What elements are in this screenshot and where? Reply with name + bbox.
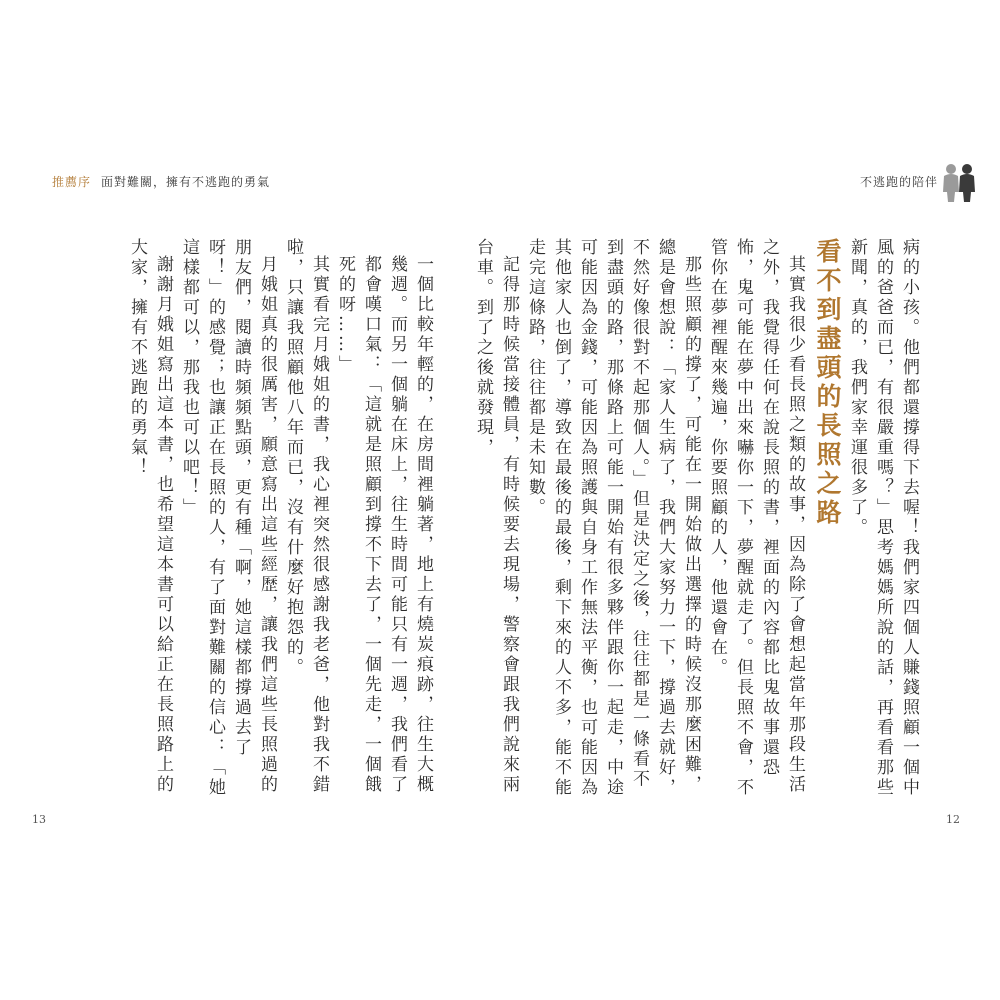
two-people-logo-icon	[938, 162, 980, 202]
right-page	[473, 0, 1000, 1000]
paragraph: 記得那時候當接體員，有時候要去現場，警察會跟我們說來兩台車。到了之後就發現，	[473, 238, 519, 795]
running-head-title: 面對難關，擁有不逃跑的勇氣	[101, 175, 271, 189]
paragraph: 謝謝月娥姐寫出這本書，也希望這本書可以給正在長照路上的大家，擁有不逃跑的勇氣！	[127, 238, 173, 795]
paragraph: 那些照顧的撐了，可能在一開始做出選擇的時候沒那麼困難，總是會想說：「家人生病了，我們大家努力一下，撐過去就好，不然好像很對不起那個人。」但是決定之後，往往都是一條看不到盡頭的路，那條路上可能一開始有很多夥伴跟你一起走，中途可能因為金錢，可能因為照護與自身工作無法平衡，也可能因為其他家人也倒了，導致在最後的最後，剩下來的人不多，能不能走完這條路，往往都是未知數。	[525, 238, 701, 798]
running-head-right: 不逃跑的陪伴	[859, 175, 938, 189]
running-head-left	[52, 173, 270, 190]
running-head-section: 推薦序	[52, 175, 92, 189]
paragraph: 一個比較年輕的，在房間裡躺著，地上有燒炭痕跡，往生大概幾週。而另一個躺在床上，往生時間可能只有一週，我們看了都會嘆口氣：「這就是照顧到撐不下去了，一個先走，一個餓死的呀……」	[335, 255, 433, 795]
page-number: 12	[946, 813, 960, 826]
page-number: 13	[32, 813, 46, 826]
paragraph: 其實看完月娥姐的書，我心裡突然很感謝我老爸，他對我不錯啦，只讓我照顧他八年而已，沒有什麼好抱怨的。	[283, 238, 329, 795]
left-text-block	[26, 238, 436, 798]
paragraph: 月娥姐真的很厲害，願意寫出這些經歷，讓我們這些長照過的朋友們，閱讀時頻頻點頭，更有種「啊，她這樣都撐過去了呀！」的感覺；也讓正在長照的人，有了面對難關的信心：「她這樣都可以，那我也可以吧！」	[179, 238, 277, 798]
right-text-block	[473, 238, 922, 798]
section-heading: 看不到盡頭的長照之路	[813, 238, 842, 528]
paragraph: 其實我很少看長照之類的故事，因為除了會想起當年那段生活之外，我覺得任何在說長照的書，裡面的內容都比鬼故事還恐怖，鬼可能在夢中出來嚇你一下，夢醒就走了。但長照不會，不管你在夢裡醒來幾遍，你要照顧的人，他還會在。	[707, 238, 805, 798]
paragraph-continued: 病的小孩。他們都還撐得下去喔！我們家四個人賺錢照顧一個中風的爸爸而已，有很嚴重嗎？」思考媽媽所說的話，再看看那些新聞，真的，我們家幸運很多了。	[847, 238, 919, 798]
